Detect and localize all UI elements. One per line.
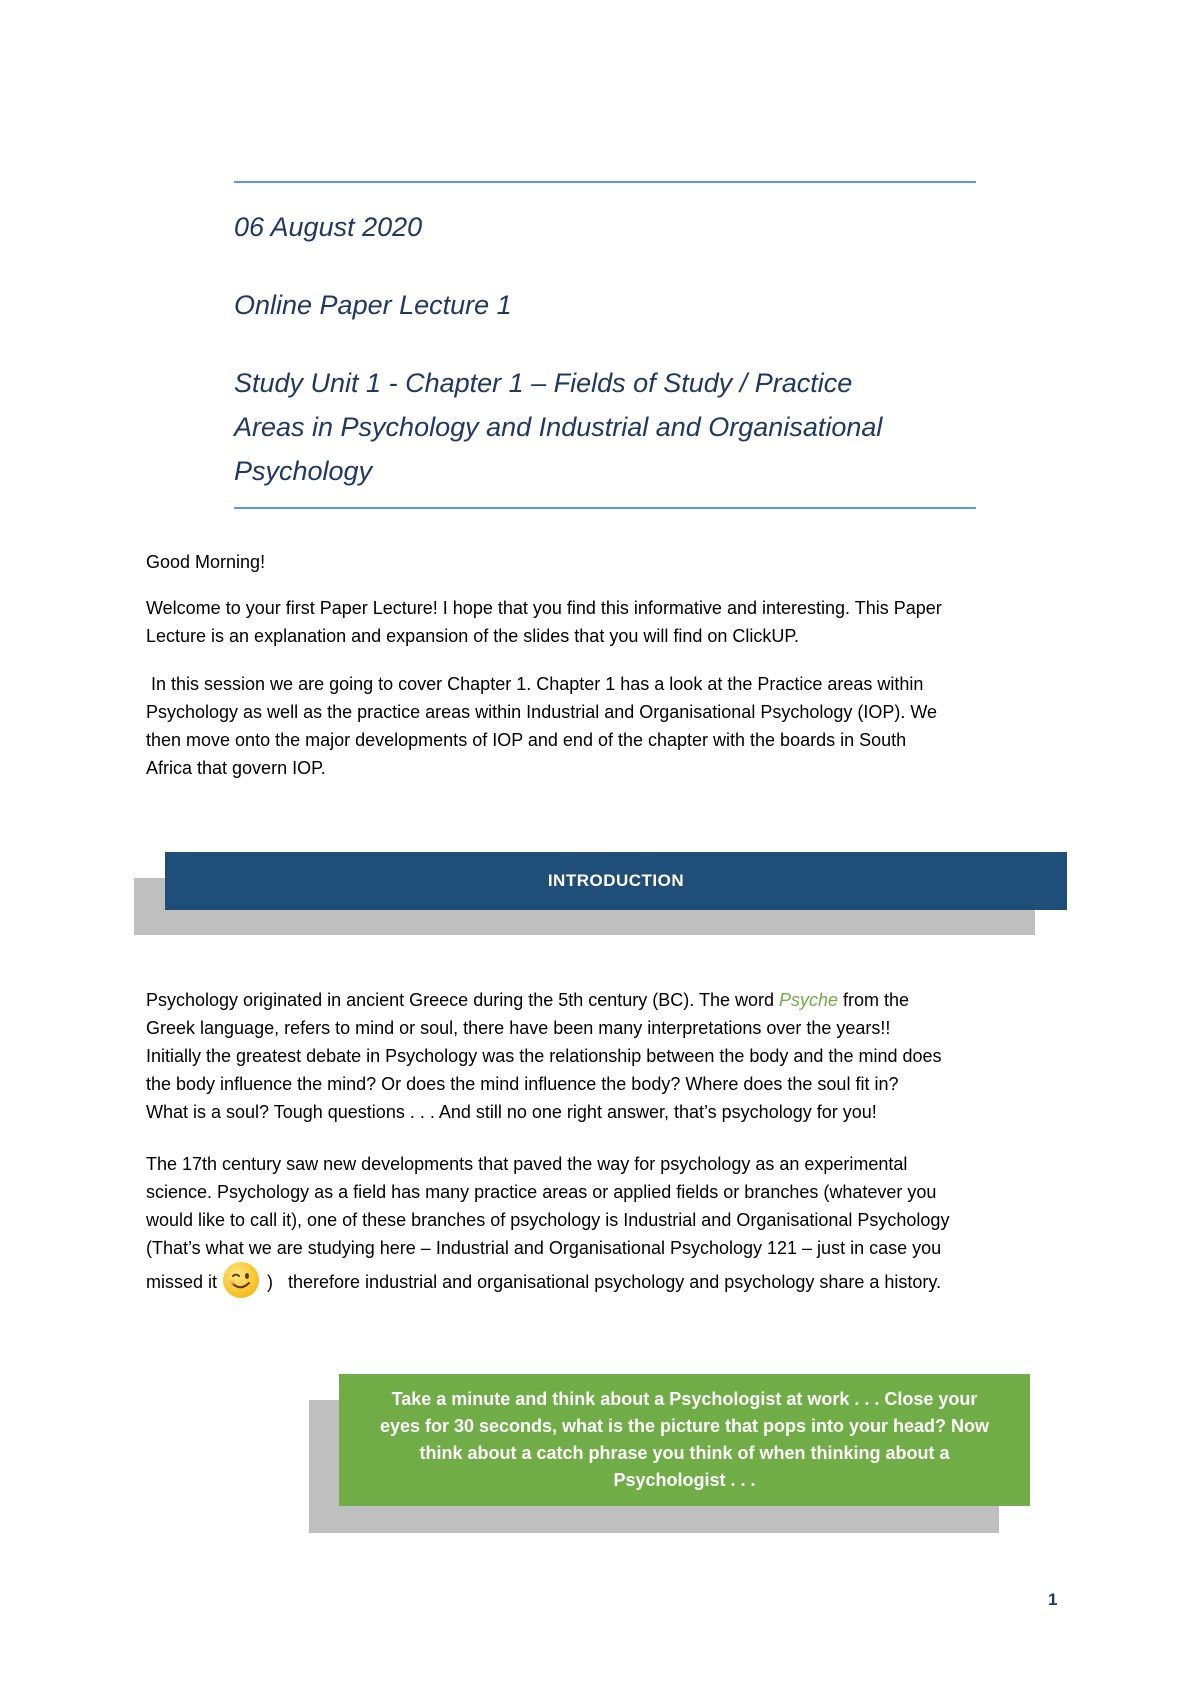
origins-paragraph: [146, 986, 1066, 1126]
winking-face-icon: [223, 1262, 259, 1298]
paragraph-line: The 17th century saw new developments that paved the way for psychology as an experimental: [146, 1154, 908, 1174]
greeting-paragraph: [146, 548, 1066, 576]
lecture-name: Online Paper Lecture 1: [234, 290, 512, 320]
paragraph-line: In this session we are going to cover Chapter 1. Chapter 1 has a look at the Practice areas within: [146, 674, 924, 694]
session-paragraph: [146, 670, 1066, 782]
bottom-rule: [234, 507, 976, 509]
lecture-date: 06 August 2020: [234, 212, 423, 242]
tip-line: Take a minute and think about a Psychologist at work . . . Close your: [391, 1389, 978, 1409]
text-run: Psychology originated in ancient Greece during the 5th century (BC). The word: [146, 990, 780, 1010]
history-paragraph: [146, 1150, 1066, 1298]
text-run: missed it: [146, 1272, 218, 1292]
paragraph-line: science. Psychology as a field has many practice areas or applied fields or branches (whatever you: [146, 1182, 937, 1202]
paragraph-line: would like to call it), one of these branches of psychology is Industrial and Organisational Psychology: [146, 1210, 950, 1230]
intro-banner-label: INTRODUCTION: [547, 871, 685, 890]
intro-banner: [165, 852, 1067, 910]
paragraph-line: (That’s what we are studying here – Industrial and Organisational Psychology 121 – just in case you: [146, 1238, 942, 1258]
tip-line: think about a catch phrase you think of when thinking about a: [419, 1443, 950, 1463]
top-rule: [234, 181, 976, 183]
study-unit-title-line: Psychology: [234, 456, 373, 486]
title-block: [234, 205, 976, 493]
page-number: 1: [1048, 1590, 1058, 1609]
greeting-text: Good Morning!: [146, 552, 266, 572]
paragraph-line: What is a soul? Tough questions . . . And still no one right answer, that’s psychology for you!: [146, 1102, 877, 1122]
paragraph-line: [146, 986, 1066, 1014]
paragraph-line: Africa that govern IOP.: [146, 758, 326, 778]
tip-box-text: [380, 1386, 989, 1494]
paragraph-line: Greek language, refers to mind or soul, there have been many interpretations over the years!!: [146, 1018, 891, 1038]
paragraph-line: then move onto the major developments of IOP and end of the chapter with the boards in South: [146, 730, 907, 750]
psyche-term: Psyche: [779, 990, 839, 1010]
study-unit-title-line: Areas in Psychology and Industrial and Organisational: [234, 412, 883, 442]
paragraph-line: Lecture is an explanation and expansion of the slides that you will find on ClickUP.: [146, 626, 800, 646]
text-run: from the: [838, 990, 910, 1010]
tip-line: Psychologist . . .: [613, 1470, 756, 1490]
paragraph-line: [146, 1262, 1066, 1298]
tip-line: eyes for 30 seconds, what is the picture that pops into your head? Now: [379, 1416, 990, 1436]
study-unit-title-line: Study Unit 1 - Chapter 1 – Fields of Study / Practice: [234, 368, 853, 398]
paragraph-line: Psychology as well as the practice areas within Industrial and Organisational Psychology (IOP). We: [146, 702, 938, 722]
tip-box: [339, 1374, 1030, 1506]
welcome-paragraph: [146, 594, 1066, 650]
paragraph-line: Initially the greatest debate in Psychology was the relationship between the body and the mind does: [146, 1046, 942, 1066]
paragraph-line: Welcome to your first Paper Lecture! I hope that you find this informative and interesting. This Paper: [146, 598, 942, 618]
text-run: ) therefore industrial and organisational psychology and psychology share a history.: [267, 1272, 942, 1292]
paragraph-line: the body influence the mind? Or does the mind influence the body? Where does the soul fit in?: [146, 1074, 899, 1094]
